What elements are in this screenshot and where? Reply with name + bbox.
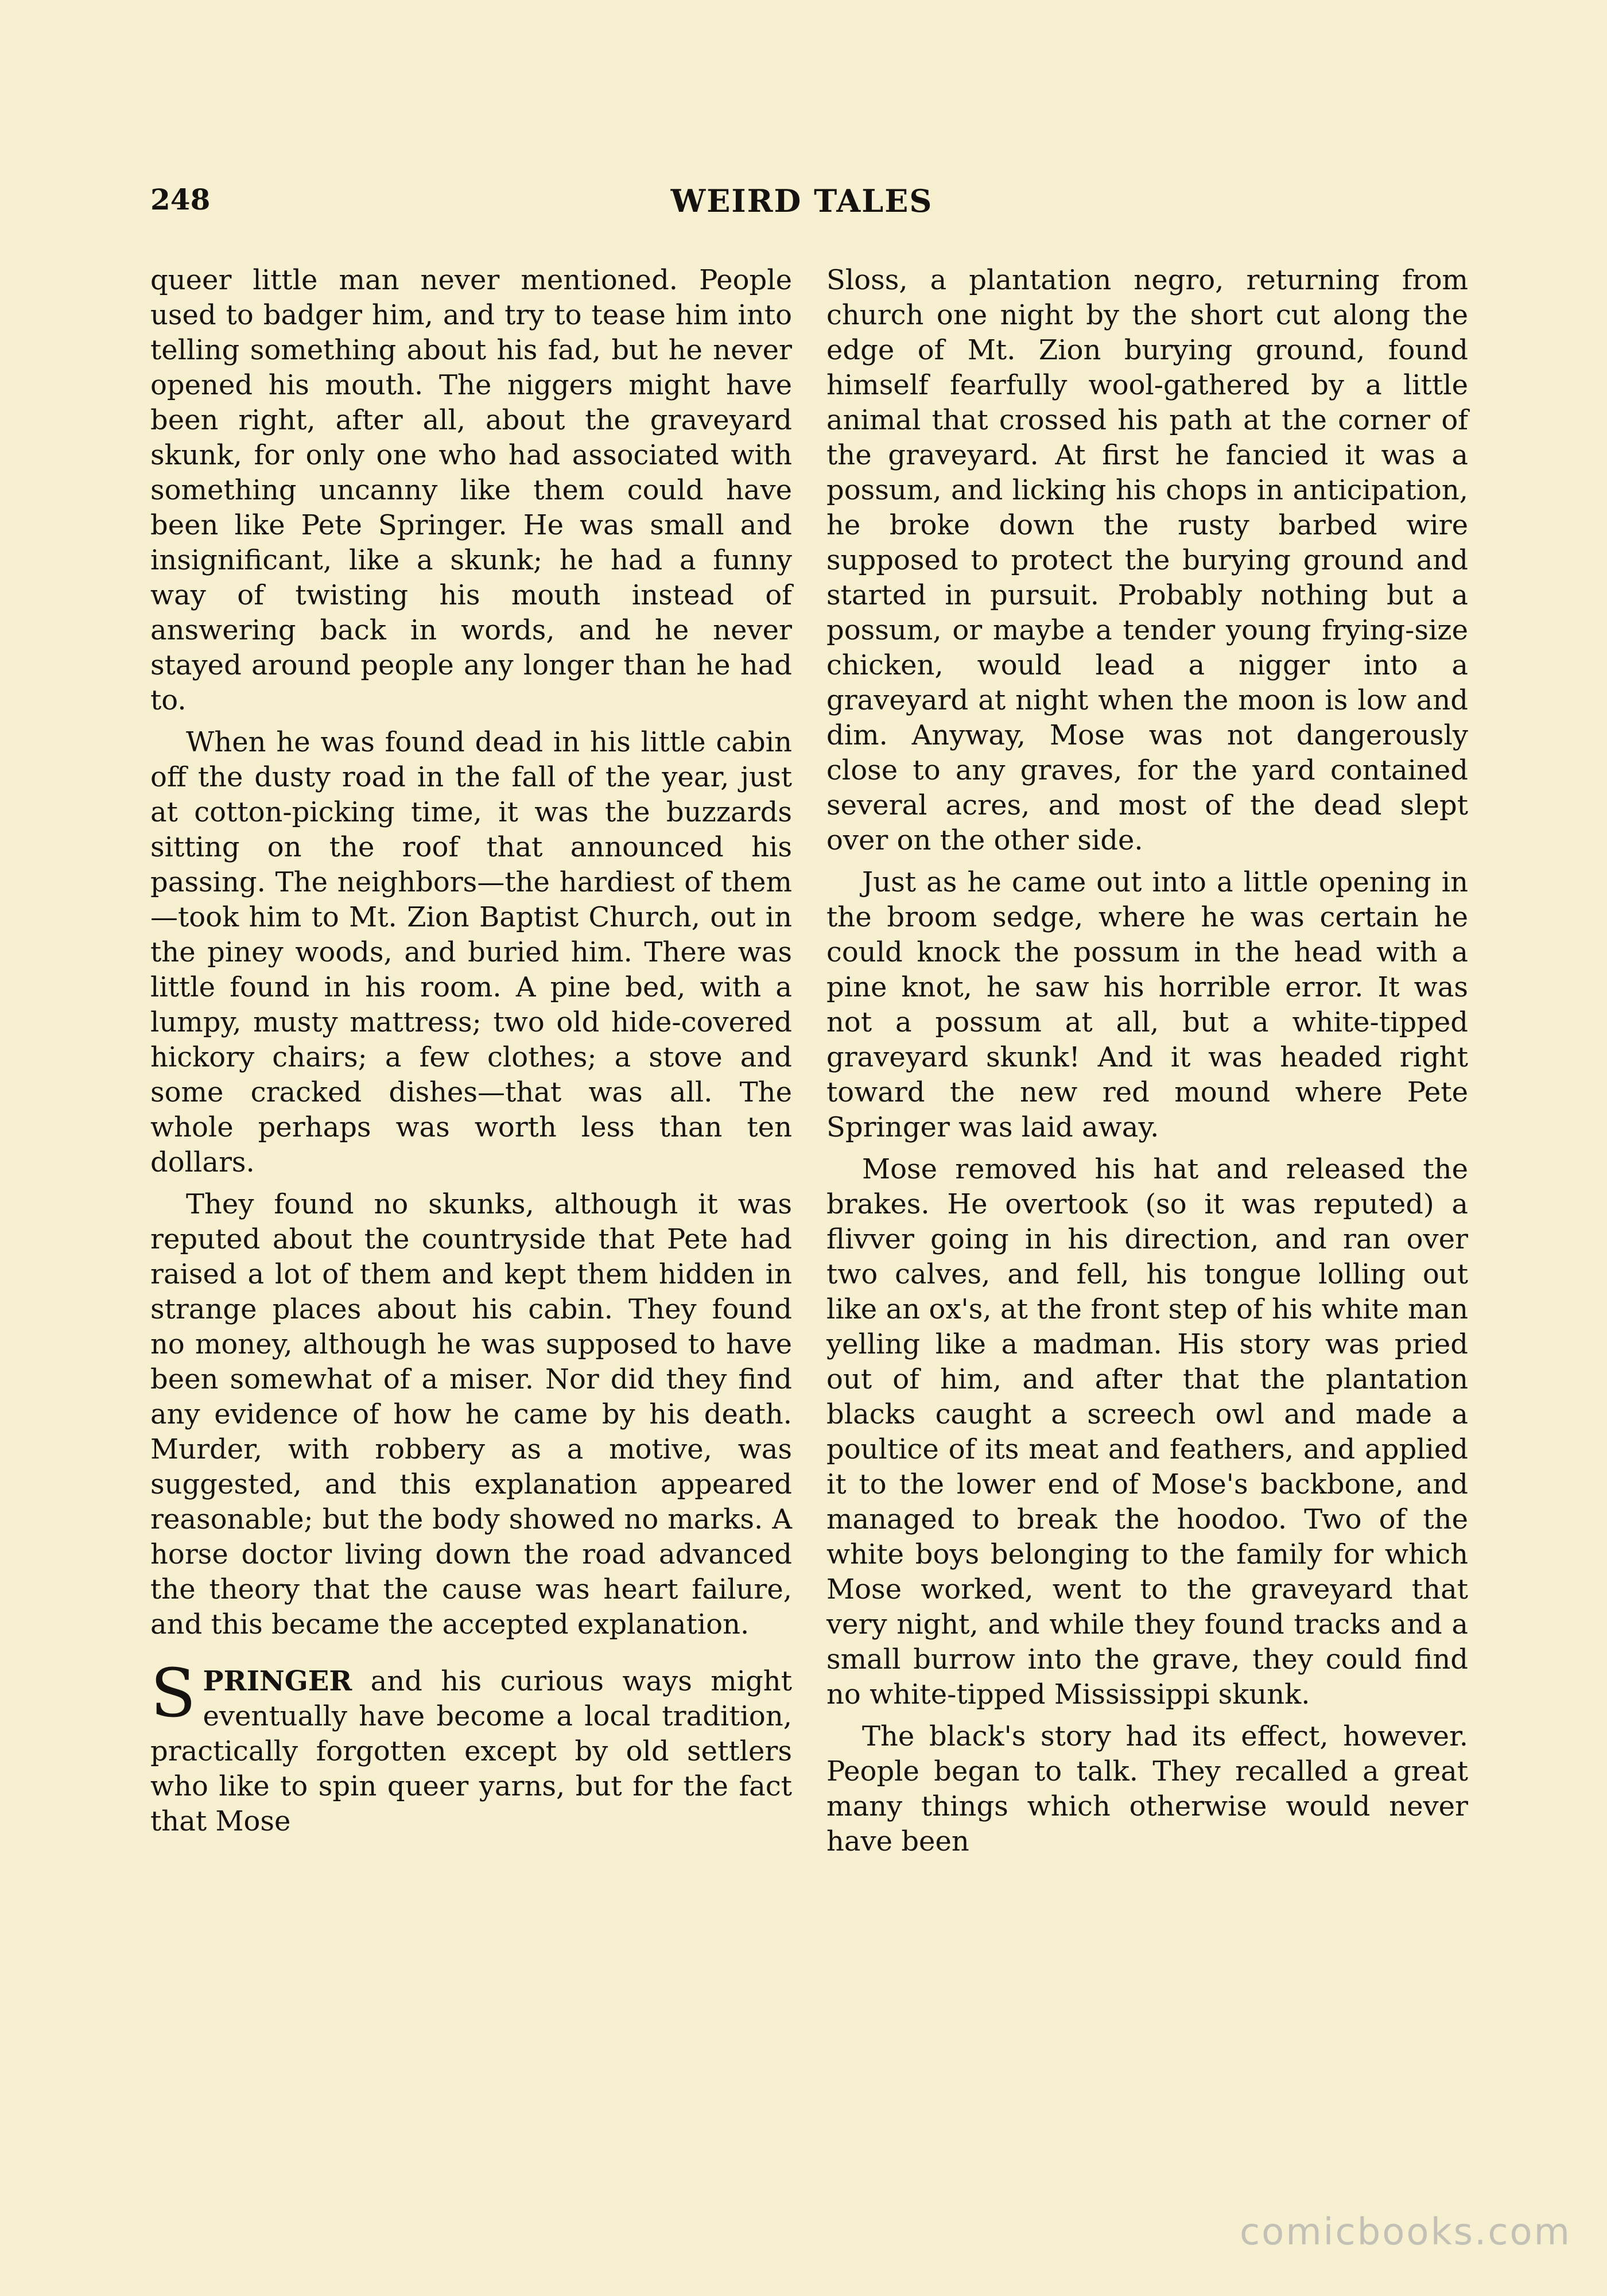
section-break <box>150 1649 792 1664</box>
running-title: WEIRD TALES <box>670 183 933 219</box>
small-caps-lead: PRINGER <box>203 1665 352 1697</box>
paragraph: They found no skunks, although it was reputed about the countryside that Pete had raised a lot of them and kept them hidden in strange places about his cabin. They found no money, although he was supposed to have been somewhat of a miser. Nor did they find any evidence of how he came by his death. Murder, with robbery as a motive, was suggested, and this explanation appeared reasonable; but the body showed no marks. A horse doctor living down the road advanced the theory that the cause was heart failure, and this became the accepted explanation. <box>150 1188 792 1640</box>
paragraph: queer little man never mentioned. People used to badger him, and try to tease him into telling something about his fad, but he never opened his mouth. The niggers might have been right, after all, about the graveyard skunk, for only one who had associated with something uncanny like them could have been like Pete Springer. He was small and insignificant, like a skunk; he had a funny way of twisting his mouth instead of answering back in words, and he never stayed around people any longer than he had to. <box>150 264 792 716</box>
right-column <box>826 263 1468 1866</box>
left-column <box>150 263 792 1846</box>
paragraph-dropcap <box>150 1655 792 1839</box>
paragraph: When he was found dead in his little cabin off the dusty road in the fall of the year, just at cotton-picking time, it was the buzzards sitting on the roof that announced his passing. The neighbors—the hardiest of them—took him to Mt. Zion Baptist Church, out in the piney woods, and buried him. There was little found in his room. A pine bed, with a lumpy, musty mattress; two old hide-covered hickory chairs; a few clothes; a stove and some cracked dishes—that was all. The whole perhaps was worth less than ten dollars. <box>150 726 792 1178</box>
paragraph: Sloss, a plantation negro, returning from church one night by the short cut along the edge of Mt. Zion burying ground, found himself fearfully wool-gathered by a little animal that crossed his path at the corner of the graveyard. At first he fancied it was a possum, and licking his chops in anticipation, he broke down the rusty barbed wire supposed to protect the burying ground and started in pursuit. Probably nothing but a possum, or maybe a tender young frying-size chicken, would lead a nigger into a graveyard at night when the moon is low and dim. Anyway, Mose was not dangerously close to any graves, for the yard contained several acres, and most of the dead slept over on the other side. <box>826 264 1468 856</box>
paragraph: The black's story had its effect, however. People began to talk. They recalled a great many things which otherwise would never have been <box>826 1720 1468 1857</box>
drop-cap: S <box>150 1655 196 1732</box>
page-header <box>150 183 1453 228</box>
site-watermark: comicbooks.com <box>1239 2211 1571 2254</box>
page-number: 248 <box>150 183 211 216</box>
paragraph: Mose removed his hat and released the brakes. He overtook (so it was reputed) a flivver going in his direction, and ran over two calves, and fell, his tongue lolling out like an ox's, at the front step of his white man yelling like a madman. His story was pried out of him, and after that the plantation blacks caught a screech owl and made a poultice of its meat and feathers, and applied it to the lower end of Mose's backbone, and managed to break the hoodoo. Two of the white boys belonging to the family for which Mose worked, went to the graveyard that very night, and while they found tracks and a small burrow into the grave, they could find no white-tipped Mississippi skunk. <box>826 1153 1468 1711</box>
paragraph-text: and his curious ways might eventually have become a local tradition, practically forgotten except by old settlers who like to spin queer yarns, but for the fact that Mose <box>150 1665 792 1837</box>
paragraph: Just as he came out into a little opening in the broom sedge, where he was certain he could knock the possum in the head with a pine knot, he saw his horrible error. It was not a possum at all, but a white-tipped graveyard skunk! And it was headed right toward the new red mound where Pete Springer was laid away. <box>826 866 1468 1143</box>
